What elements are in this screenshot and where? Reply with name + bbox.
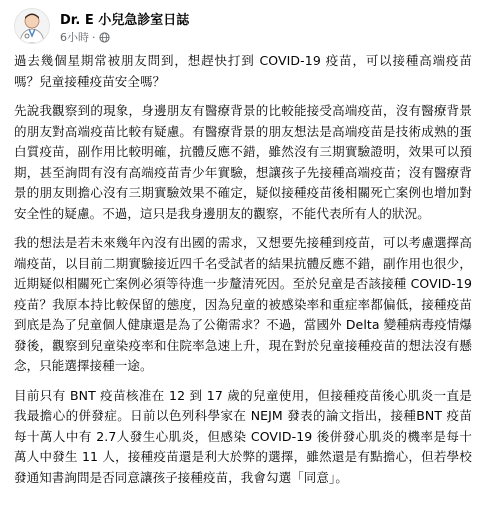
post-paragraph-1: 過去幾個星期常被朋友問到，想趕快打到 COVID-19 疫苗，可以接種高端疫苗嗎？兒童接種疫苗安全嗎？ — [14, 53, 472, 89]
post-paragraph-2: 先說我觀察到的現象，身邊朋友有醫療背景的比較能接受高端疫苗，沒有醫療背景的朋友對高端疫苗比較有疑慮。有醫療背景的朋友想法是高端疫苗是技術成熟的蛋白質疫苗，副作用比較明確，抗體反應不錯，雖然沒有三期實驗證明，效果可以預期，甚至詢問有沒有高端疫苗青少年實驗，想讓孩子先接種高端疫苗；沒有醫療背景的朋友則擔心沒有三期實驗效果不確定，疑似接種疫苗後相關死亡案例也增加對安全性的疑慮。不過，這只是我身邊朋友的觀察，不能代表所有人的狀況。 — [14, 103, 472, 221]
meta-separator: · — [92, 30, 96, 44]
post-paragraph-4: 目前只有 BNT 疫苗核准在 12 到 17 歲的兒童使用，但接種疫苗後心肌炎一直是我最擔心的併發症。日前以色列科學家在 NEJM 發表的論文指出，接種BNT 疫苗每十萬人中有 2.7人發生心肌炎，但感染 COVID-19 後併發心肌炎的機率是每十萬人中發生 11 人，接種疫苗還是利大於弊的選擇，雖然還是有點擔心，但若學校發通知書詢問是否同意讓孩子接種疫苗，我會勾選「同意」。 — [14, 387, 472, 485]
post-body — [14, 51, 472, 497]
post-header — [14, 6, 471, 46]
post-author[interactable]: Dr. E 小兒急診室日誌 — [60, 13, 190, 28]
doctor-avatar-icon — [15, 9, 49, 43]
post-paragraph-3: 我的想法是若未來幾年內沒有出國的需求，又想要先接種到疫苗，可以考慮選擇高端疫苗，以目前二期實驗接近四千名受試者的結果抗體反應不錯，副作用也很少，近期疑似相關死亡案例必須等待進一步釐清死因。至於兒童是否該接種 COVID-19 疫苗？我原本持比較保留的態度，因為兒童的被感染率和重症率都偏低，接種疫苗到底是為了兒童個人健康還是為了公衛需求？不過，當國外 Delta 變種病毒疫情爆發後，觀察到兒童染疫率和住院率急速上升，現在對於兒童接種疫苗的想法沒有懸念，只能選擇接種一途。 — [14, 235, 472, 373]
globe-icon[interactable] — [99, 32, 110, 43]
post-meta — [60, 29, 110, 45]
doctor-avatar[interactable] — [14, 8, 50, 44]
post-time[interactable]: 6小時 — [60, 31, 89, 44]
